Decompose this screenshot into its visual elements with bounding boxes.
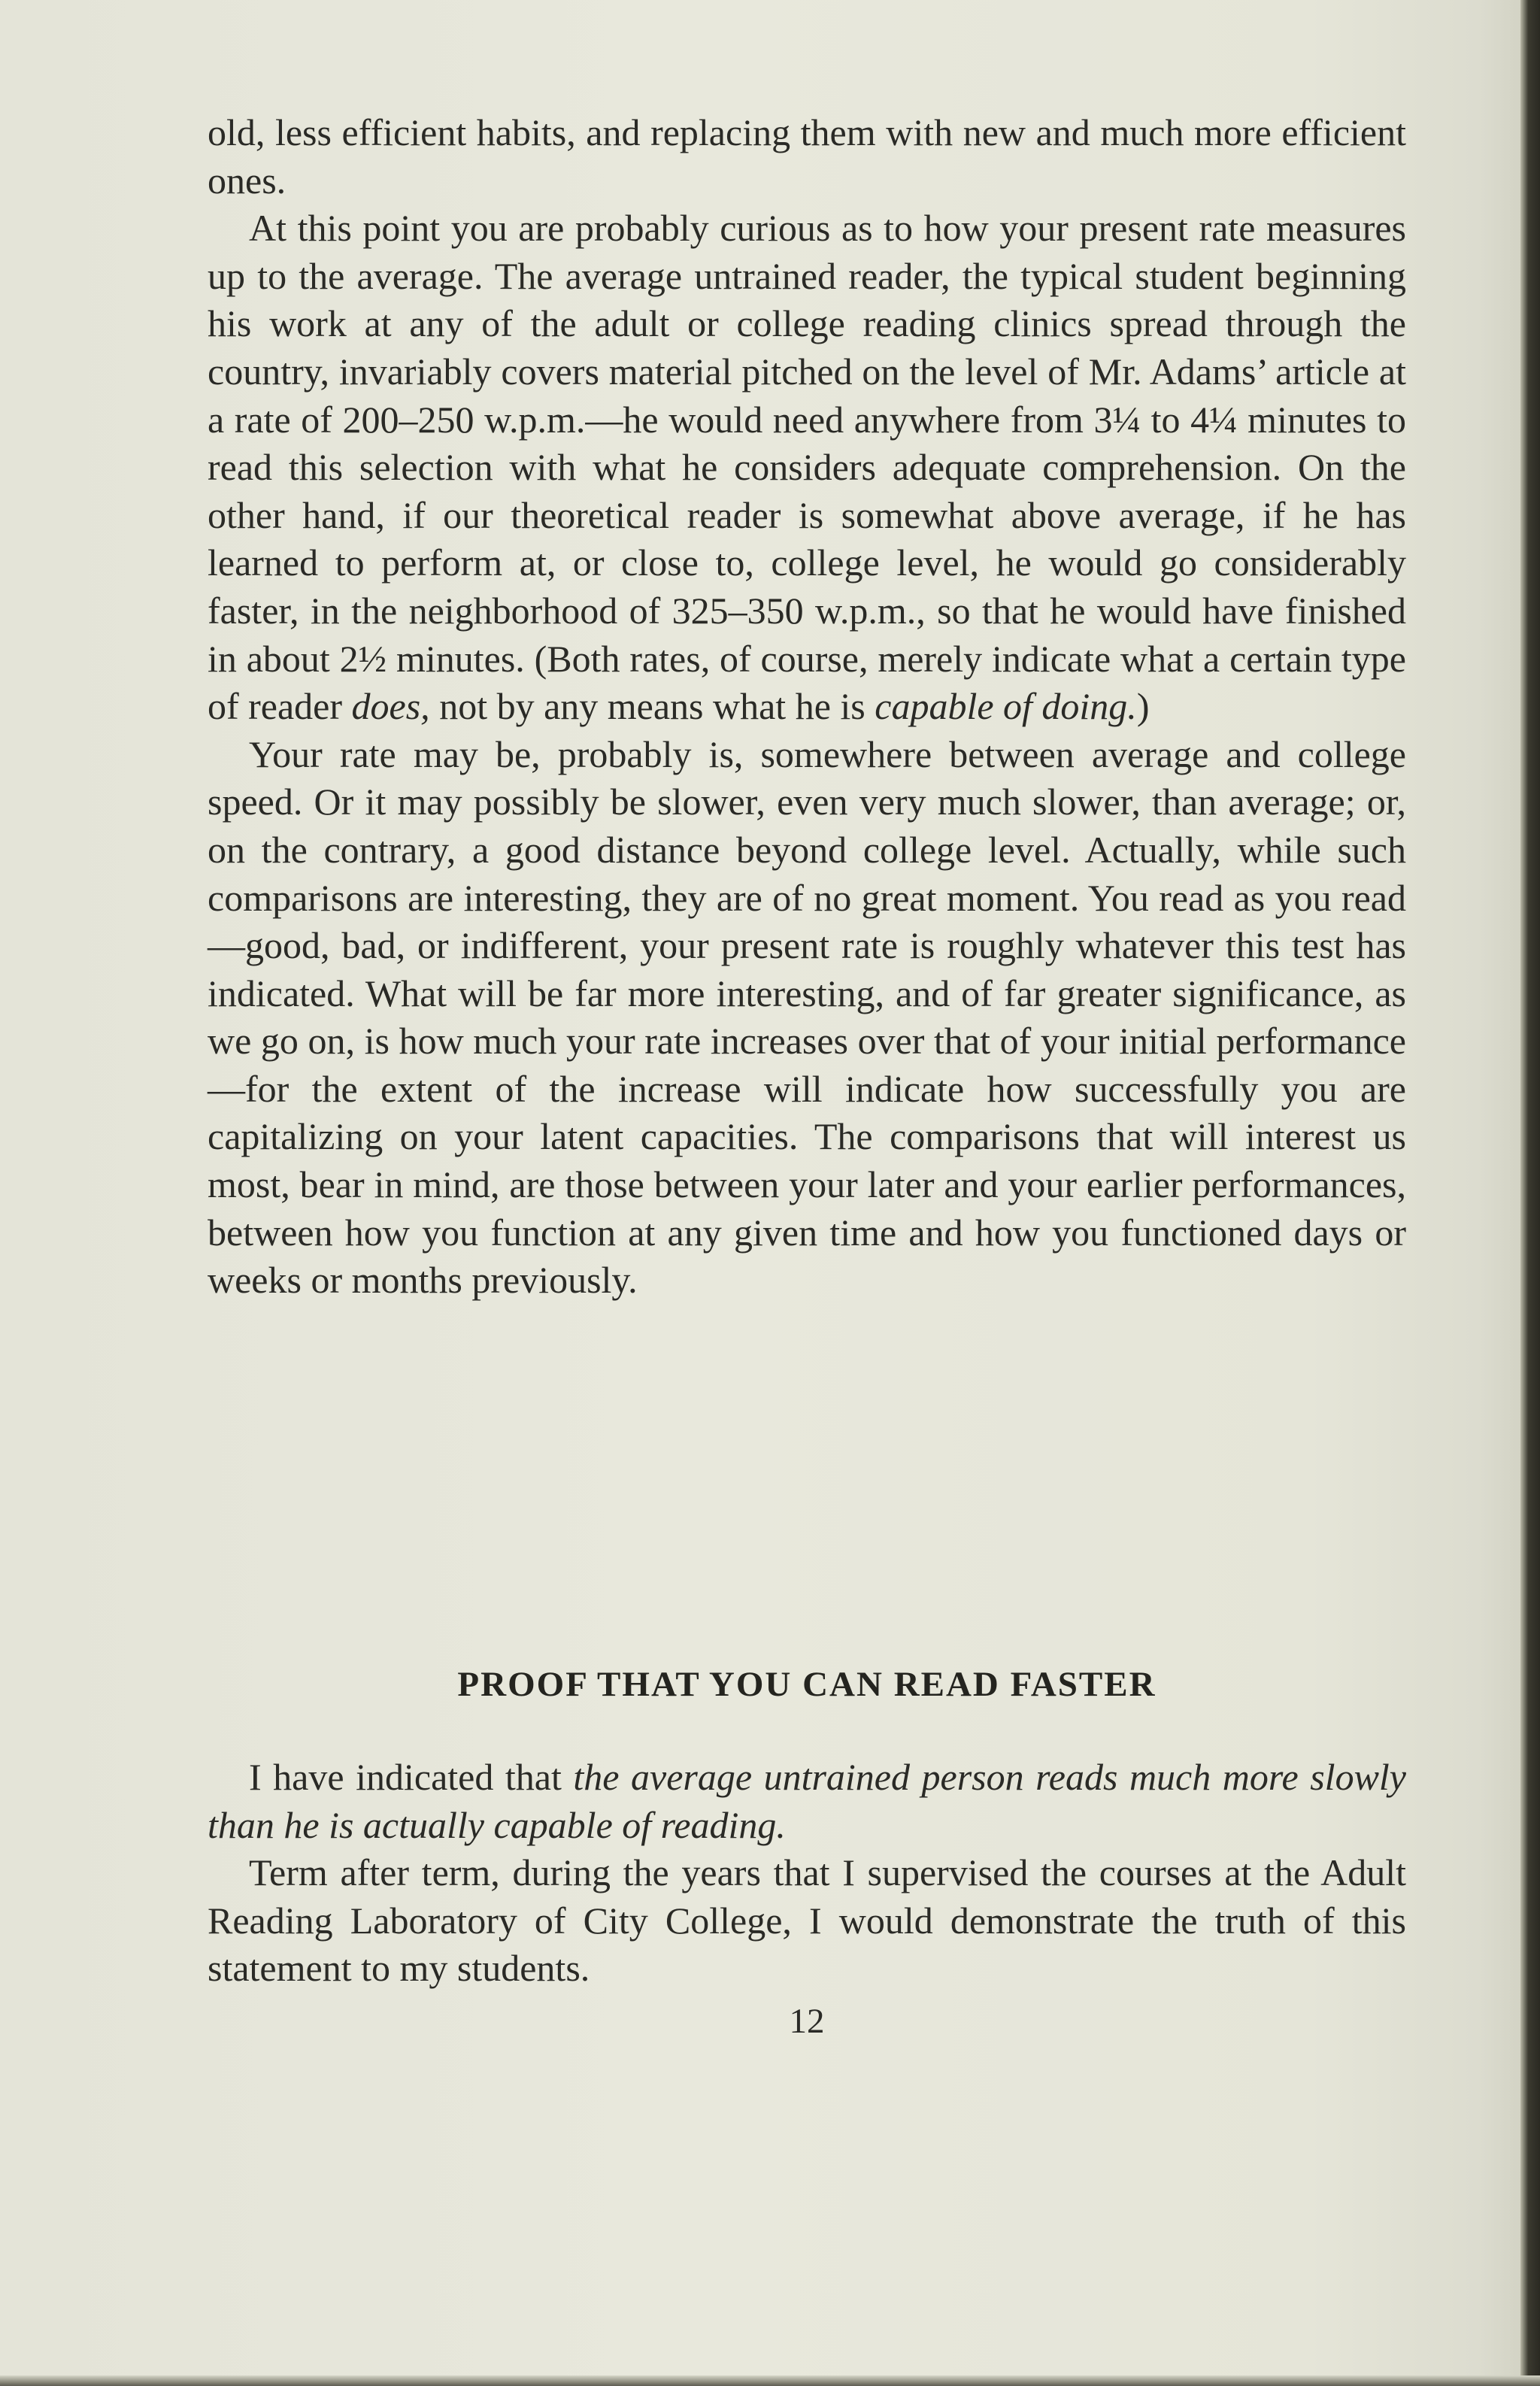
book-binding-edge <box>1520 0 1540 2386</box>
paragraph-continued: old, less efficient habits, and replacing them with new and much more efficient ones. <box>208 111 1406 202</box>
section-heading: PROOF THAT YOU CAN READ FASTER <box>457 1665 1157 1704</box>
body-text <box>208 109 1406 1305</box>
paragraph-average-rate-text: At this point you are probably curious as to how your present rate measures up to the average. The average untrained reader, the typical student beginning his work at any of the adult or college reading clinics spread through the country, invariably covers material pitched on the level of Mr. Adams’ article at a rate of 200–250 w.p.m.—he would need anywhere from 3¼ to 4¼ minutes to read this selection with what he considers adequate comprehension. On the other hand, if our theoretical reader is somewhat above average, if he has learned to perform at, or close to, college level, he would go considerably faster, in the neighborhood of 325–350 w.p.m., so that he would have finished in about 2½ minutes. (Both rates, of course, merely indicate what a certain type of reader <box>208 207 1406 728</box>
paragraph-indicated-text: I have indicated that <box>249 1756 574 1798</box>
section-body-text <box>208 1754 1406 1993</box>
emphasis-capable: capable of doing. <box>875 685 1137 728</box>
emphasis-statement: the average untrained person reads much more slowly than he is actually capable of reading. <box>208 1756 1407 1846</box>
paragraph-average-rate-mid: not by any means what he is <box>429 685 875 728</box>
paragraph-average-rate-end: ) <box>1136 685 1150 728</box>
paragraph-your-rate: Your rate may be, probably is, somewhere between average and college speed. Or it may possibly be slower, even very much slower, than average; or, on the contrary, a good distance beyond college level. Actually, while such comparisons are interesting, they are of no great moment. You read as you read—good, bad, or indifferent, your present rate is roughly whatever this test has indicated. What will be far more interesting, and of far greater significance, as we go on, is how much your rate increases over that of your initial performance—for the extent of the increase will indicate how successfully you are capitalizing on your latent capacities. The comparisons that will interest us most, bear in mind, are those between your later and your earlier performances, between how you function at any given time and how you functioned days or weeks or months previously. <box>208 732 1406 1302</box>
paragraph-average-rate <box>208 205 1406 731</box>
paragraph-term-after-term: Term after term, during the years that I supervised the courses at the Adult Reading Laboratory of City College, I would demonstrate the truth of this statement to my students. <box>208 1851 1406 1990</box>
paragraph-indicated <box>208 1754 1406 1849</box>
emphasis-does: does, <box>351 685 430 728</box>
page-bottom-edge <box>0 2375 1540 2386</box>
page-number: 12 <box>789 2002 825 2041</box>
